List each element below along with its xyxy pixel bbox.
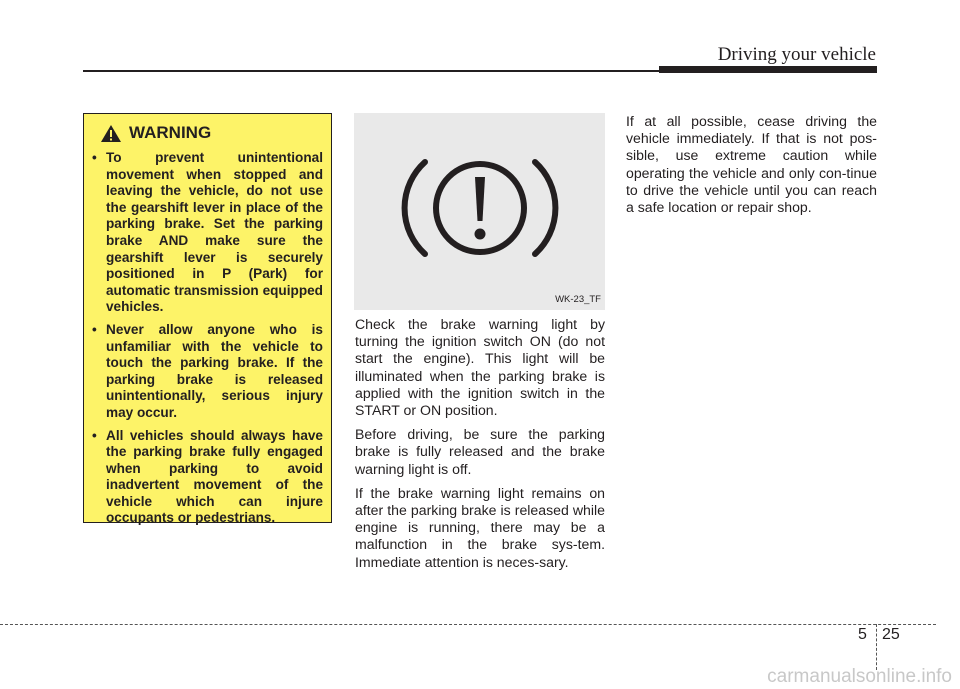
footer-rule [0, 624, 936, 625]
page-header-title: Driving your vehicle [717, 44, 876, 65]
warning-title: WARNING [129, 123, 212, 142]
figure-caption: WK-23_TF [555, 294, 601, 305]
warning-item-text: To prevent unintentional movement when stopped and leaving the vehicle, do not use the gearshift lever in place of the parking brake. Set the parking brake AND make sure the gearshift lever is securely positioned in P (Park) for automatic transmission equipped vehicles. [106, 150, 323, 315]
warning-box [83, 113, 332, 526]
paragraph: If the brake warning light remains on after the parking brake is released while engine is running, there may be a malfunction in the brake sys-tem. Immediate attention is neces-sary. [355, 484, 605, 570]
warning-item-text: Never allow anyone who is unfamiliar with the vehicle to touch the parking brake. If the parking brake is released unintentionally, serious injury may occur. [106, 321, 323, 420]
middle-column-text [355, 316, 605, 578]
page-number-divider [876, 624, 877, 670]
watermark: carmanualsonline.info [767, 666, 952, 687]
chapter-number: 5 [858, 626, 867, 643]
brake-warning-icon [354, 113, 605, 310]
warning-header [100, 123, 323, 143]
brake-warning-figure [354, 113, 605, 310]
warning-item-text: All vehicles should always have the parking brake fully engaged when parking to avoid inadvertent movement of the vehicle which can injure occupants or pedestrians. [106, 427, 323, 526]
warning-item: • Never allow anyone who is unfamiliar with the vehicle to touch the parking brake. If the parking brake is released unintentionally, serious injury may occur. [92, 321, 323, 420]
warning-item: • To prevent unintentional movement when stopped and leaving the vehicle, do not use the gearshift lever in place of the parking brake. Set the parking brake AND make sure the gearshift lever is securely positioned in P (Park) for automatic transmission equipped vehicles. [92, 150, 323, 315]
header-rule-thick [659, 66, 877, 73]
right-column-text [626, 113, 877, 223]
paragraph: Before driving, be sure the parking brake is fully released and the brake warning light is off. [355, 426, 605, 477]
paragraph: Check the brake warning light by turning the ignition switch ON (do not start the engine). This light will be illuminated when the parking brake is applied with the ignition switch in the START or ON position. [355, 316, 605, 419]
warning-triangle-icon [100, 124, 122, 143]
warning-item: • All vehicles should always have the parking brake fully engaged when parking to avoid inadvertent movement of the vehicle which can injure occupants or pedestrians. [92, 427, 323, 526]
page-number: 25 [882, 626, 900, 643]
header-rule [83, 70, 659, 72]
paragraph: If at all possible, cease driving the vehicle immediately. If that is not pos-sible, use extreme caution while operating the vehicle and only con-tinue to drive the vehicle until you can reach a safe location or repair shop. [626, 113, 877, 216]
